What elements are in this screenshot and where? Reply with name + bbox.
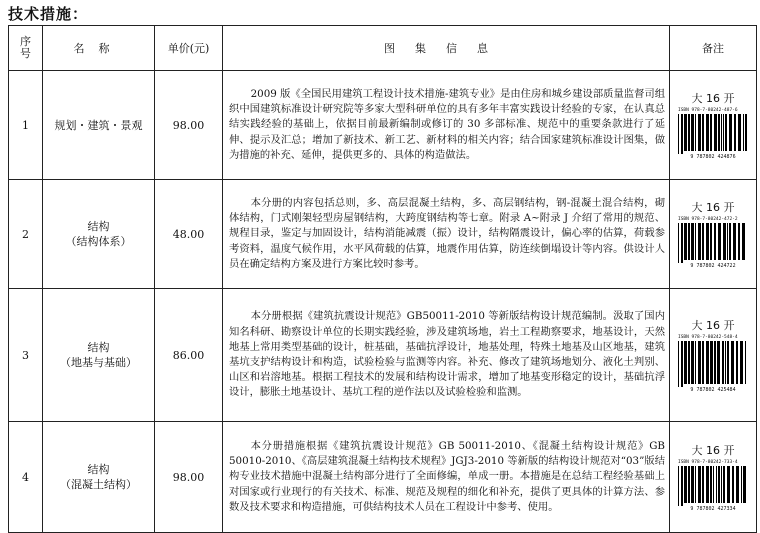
barcode-number: 9 787802 427334	[690, 506, 736, 512]
header-price: 单价(元)	[155, 26, 223, 71]
row-name: 结构 （混凝土结构）	[43, 422, 155, 533]
table-row	[9, 422, 757, 533]
barcode-icon	[677, 223, 749, 263]
table-row	[9, 71, 757, 180]
header-name: 名称	[43, 26, 155, 71]
barcode-icon	[677, 466, 749, 506]
row-name: 结构 （结构体系）	[43, 180, 155, 289]
row-remark	[670, 289, 757, 422]
barcode-number: 9 787802 424722	[690, 263, 736, 269]
row-price: 86.00	[155, 289, 223, 422]
isbn-text: ISBN 978-7-80242-548-4	[678, 335, 738, 340]
isbn-text: ISBN 978-7-80242-487-6	[678, 108, 738, 113]
barcode-icon	[677, 114, 749, 154]
row-name: 结构 （地基与基础）	[43, 289, 155, 422]
book-size: 大 16 开	[691, 319, 735, 332]
row-remark	[670, 71, 757, 180]
catalog-table	[8, 25, 757, 533]
barcode-icon	[677, 341, 749, 387]
row-description: 本分册根据《建筑抗震设计规范》GB50011-2010 等新版结构设计规范编制。汲取了国内知名科研、勘察设计单位的长期实践经验，涉及建筑场地，岩土工程勘察要求，地基设计，天然地基上常用类型基础的设计，桩基础，基础抗浮设计，地基处理，特殊土地基及山区地基，建筑基坑支护结构设计和构造，试验检验与监测等内容。补充、修改了建筑场地划分、液化土判别、山区和岩溶地基。根据工程技术的发展和结构设计需求，增加了地基变形稳定的设计，基础抗浮设计，膨胀土地基设计、基坑工程的逆作法以及试验检验和监测。	[223, 289, 670, 422]
row-price: 98.00	[155, 422, 223, 533]
table-row	[9, 289, 757, 422]
row-no: 1	[9, 71, 43, 180]
header-row	[9, 26, 757, 71]
book-size: 大 16 开	[691, 92, 735, 105]
row-no: 3	[9, 289, 43, 422]
row-remark	[670, 422, 757, 533]
row-name: 规划・建筑・景观	[43, 71, 155, 180]
header-no: 序 号	[9, 26, 43, 71]
row-description: 本分册的内容包括总则，多、高层混凝土结构，多、高层钢结构，钢-混凝土混合结构，砌体结构，门式刚架轻型房屋钢结构，大跨度钢结构等七章。附录 A~附录 J 介绍了常用的规范、规程目录，鉴定与加固设计，结构消能减震（振）设计，结构隔震设计，偏心率的估算，荷载参考资料，温度气候作用，水平风荷载的估算，地震作用估算，防连续倒塌设计等内容。供设计人员在确定结构方案及进行方案比较时参考。	[223, 180, 670, 289]
book-size: 大 16 开	[691, 201, 735, 214]
row-no: 2	[9, 180, 43, 289]
row-description: 2009 版《全国民用建筑工程设计技术措施-建筑专业》是由住房和城乡建设部质量监督司组织中国建筑标准设计研究院等多家大型科研单位的具有多年丰富实践设计经验的专家，在认真总结实践经验的基础上，依据目前最新编制或修订的 30 多部标准、规范中的重要条款进行了延伸、提示及汇总；增加了新技术、新工艺、新材料的相关内容；结合国家建筑标准设计图集，做为措施的补充、延伸，提供更多的、具体的构造做法。	[223, 71, 670, 180]
row-price: 48.00	[155, 180, 223, 289]
isbn-text: ISBN 978-7-80242-733-4	[678, 460, 738, 465]
row-description: 本分册措施根据《建筑抗震设计规范》GB 50011-2010、《混凝土结构设计规范》GB 50010-2010、《高层建筑混凝土结构技术规程》JGJ3-2010 等新版的结构设计规范对“03”版结构专业技术措施中混凝土结构部分进行了全面修编，单成一册。本措施是在总结工程经验基础上对国家或行业现行的有关技术、标准、规范及规程的细化和补充，提供了更具体的计算方法、参数及技术要求和构造措施，可供结构技术人员在工程设计中参考、使用。	[223, 422, 670, 533]
header-remark: 备注	[670, 26, 757, 71]
row-price: 98.00	[155, 71, 223, 180]
book-size: 大 16 开	[691, 444, 735, 457]
row-no: 4	[9, 422, 43, 533]
barcode-number: 9 787802 424876	[690, 154, 736, 160]
page-title: 技术措施：	[8, 5, 89, 23]
table-row	[9, 180, 757, 289]
header-info: 图集信息	[223, 26, 670, 71]
isbn-text: ISBN 978-7-80242-472-2	[678, 217, 738, 222]
barcode-number: 9 787802 425484	[690, 387, 736, 393]
row-remark	[670, 180, 757, 289]
